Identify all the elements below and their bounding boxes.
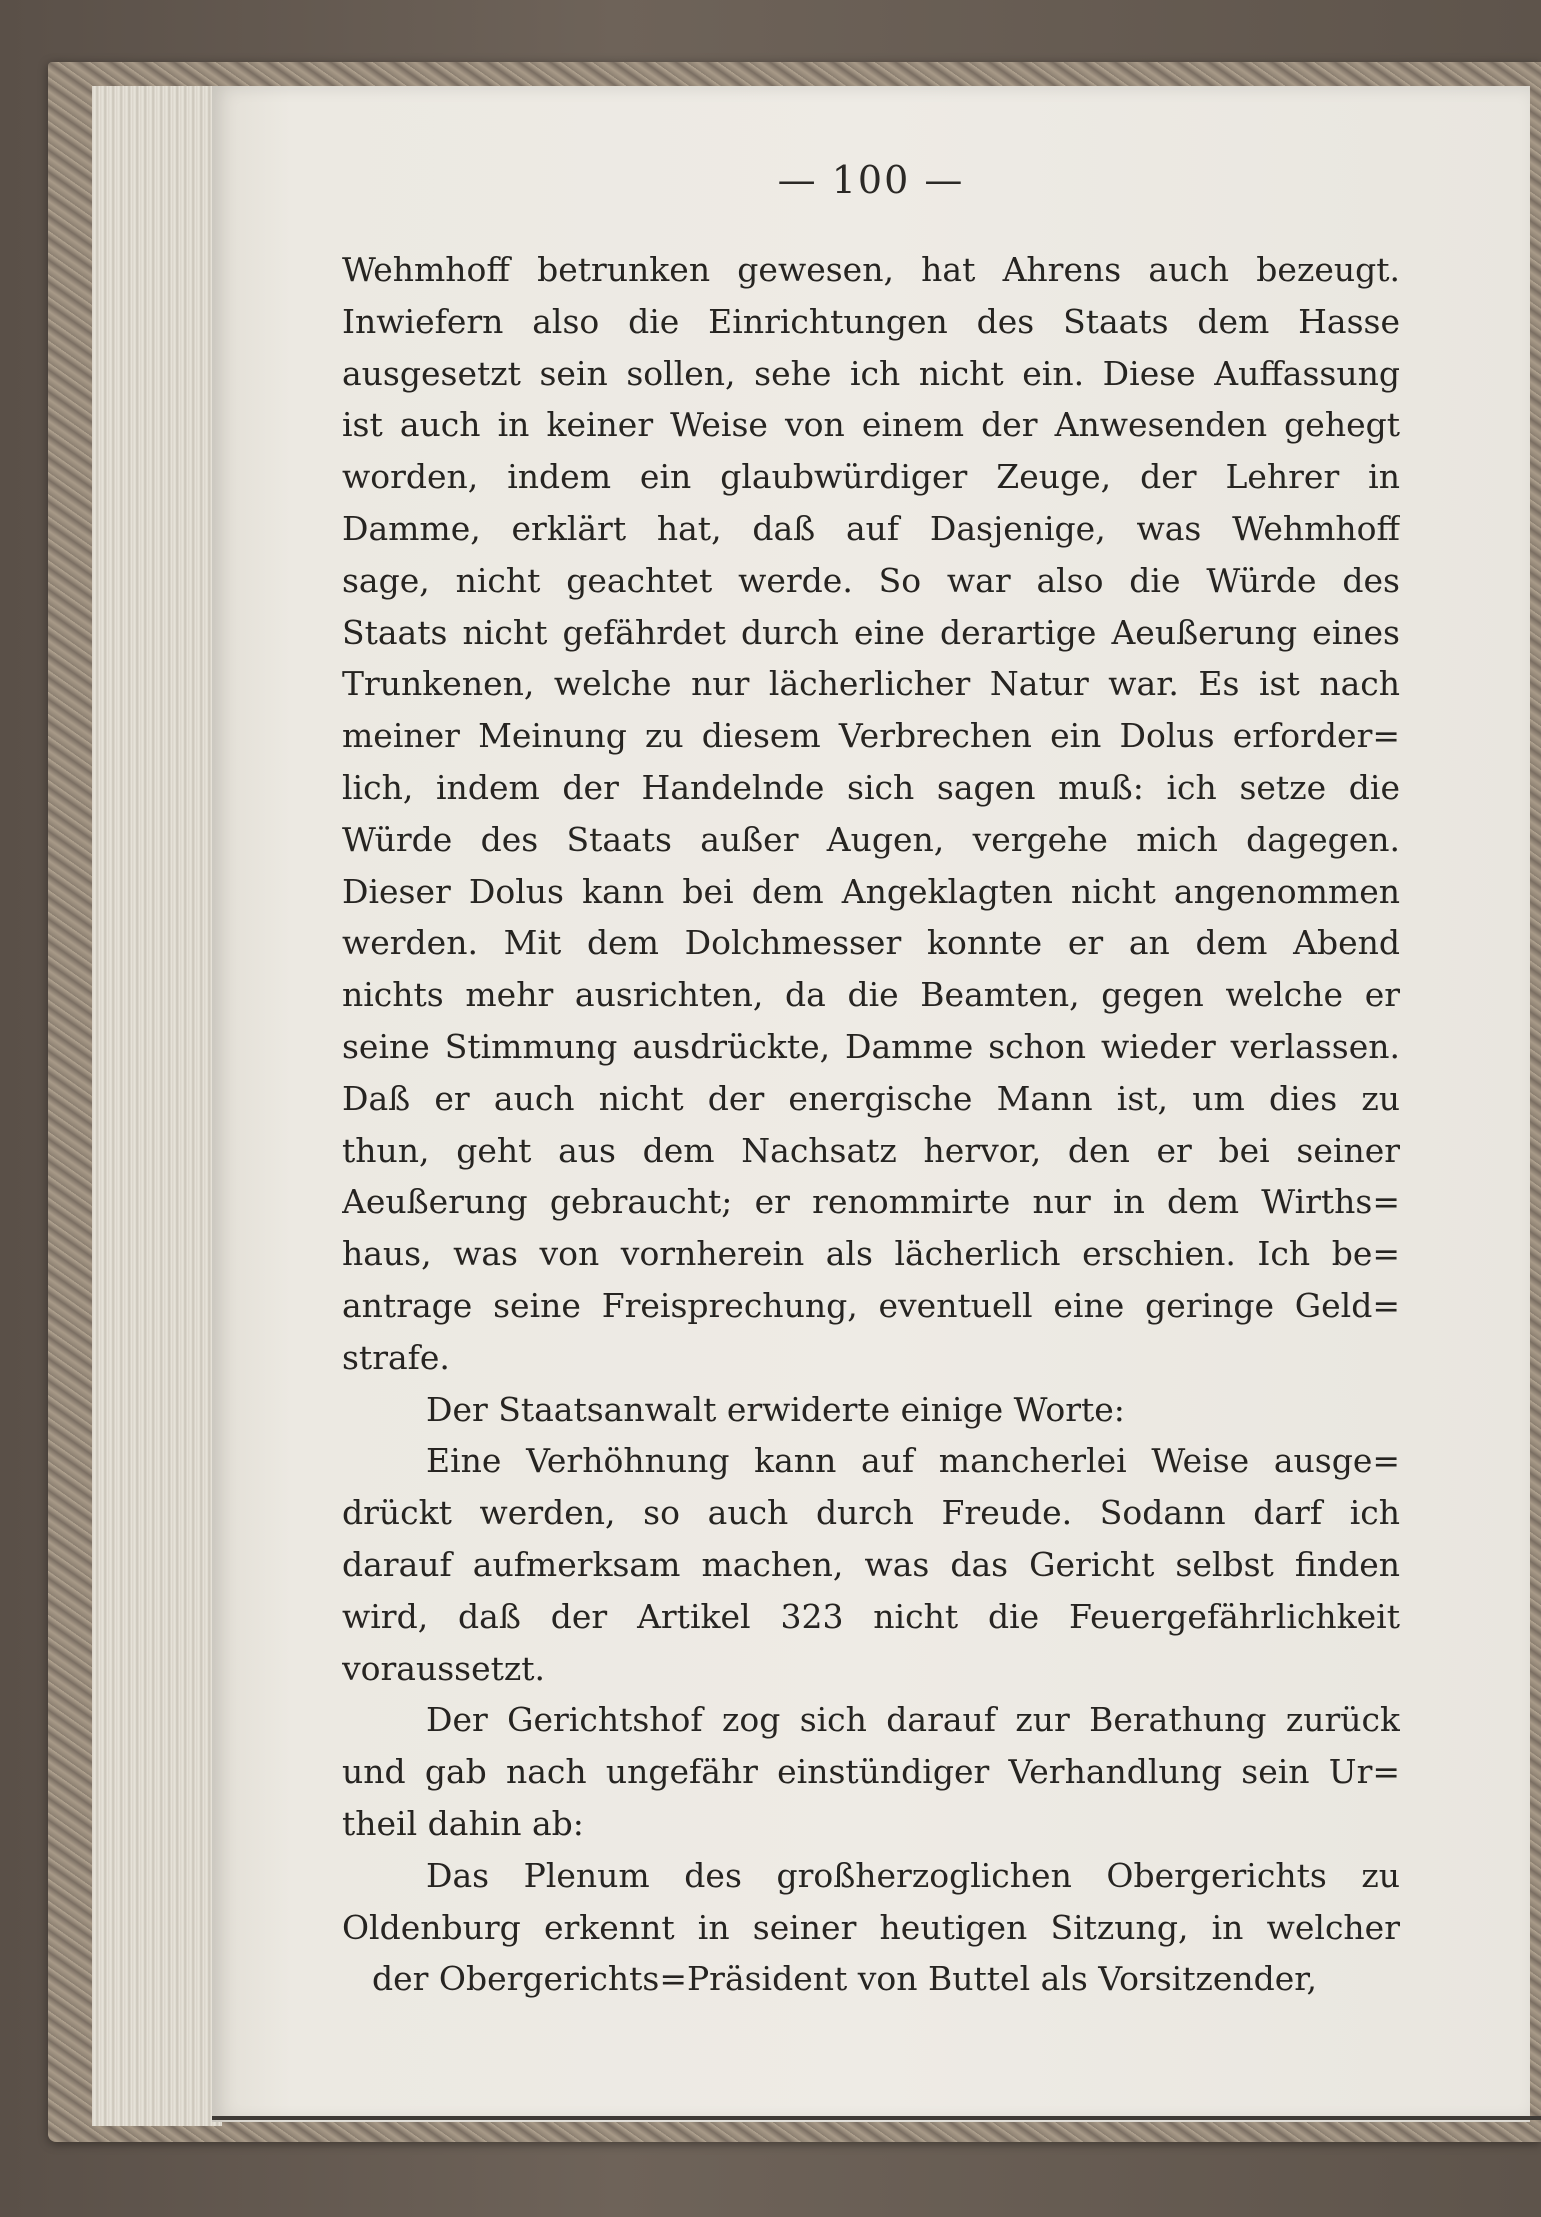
text-line: Inwiefern also die Einrichtungen des Staats dem Hasse (342, 301, 1400, 341)
text-line: Dieser Dolus kann bei dem Angeklagten nicht angenommen (342, 871, 1400, 911)
text-line: worden, indem ein glaubwürdiger Zeuge, der Lehrer in (342, 457, 1400, 497)
page-edges (92, 86, 222, 2126)
text-line: nichts mehr ausrichten, da die Beamten, gegen welche er (342, 975, 1400, 1015)
text-line: theil dahin ab: (342, 1803, 584, 1843)
text-line: voraussetzt. (342, 1648, 546, 1688)
text-line: seine Stimmung ausdrückte, Damme schon wieder verlassen. (342, 1026, 1400, 1066)
text-line: Das Plenum des großherzoglichen Obergerichts zu (426, 1855, 1400, 1895)
text-line: haus, was von vornherein als lächerlich erschien. Ich be= (342, 1234, 1400, 1274)
text-line: thun, geht aus dem Nachsatz hervor, den er bei seiner (342, 1130, 1400, 1170)
text-line: Wehmhoff betrunken gewesen, hat Ahrens auch bezeugt. (342, 250, 1400, 289)
text-line: ist auch in keiner Weise von einem der Anwesenden gehegt (342, 405, 1400, 445)
text-line: werden. Mit dem Dolchmesser konnte er an dem Abend (342, 923, 1400, 963)
text-line: wird, daß der Artikel 323 nicht die Feuergefährlichkeit (342, 1596, 1400, 1636)
text-line: darauf aufmerksam machen, was das Gericht selbst finden (342, 1544, 1400, 1584)
text-line: ausgesetzt sein sollen, sehe ich nicht ein. Diese Auffassung (342, 353, 1400, 393)
text-line: meiner Meinung zu diesem Verbrechen ein Dolus erforder= (342, 716, 1400, 756)
page-bottom-edge (212, 2116, 1541, 2120)
text-line: Damme, erklärt hat, daß auf Dasjenige, was Wehmhoff (342, 508, 1400, 548)
text-line: der Obergerichts=Präsident von Buttel als Vorsitzender, (372, 1959, 1317, 1999)
text-line: Würde des Staats außer Augen, vergehe mich dagegen. (342, 819, 1400, 859)
text-line: drückt werden, so auch durch Freude. Sodann darf ich (342, 1493, 1400, 1533)
page-number: — 100 — (777, 158, 965, 202)
text-line: strafe. (342, 1337, 450, 1377)
text-line: Der Staatsanwalt erwiderte einige Worte: (426, 1389, 1125, 1429)
text-line: und gab nach ungefähr einstündiger Verhandlung sein Ur= (342, 1752, 1400, 1792)
text-line: Aeußerung gebraucht; er renommirte nur in dem Wirths= (342, 1182, 1400, 1222)
text-line: antrage seine Freisprechung, eventuell eine geringe Geld= (342, 1285, 1400, 1325)
text-line: Staats nicht gefährdet durch eine derartige Aeußerung eines (342, 612, 1400, 652)
body-text (342, 244, 1400, 2005)
text-line: Der Gerichtshof zog sich darauf zur Berathung zurück (426, 1700, 1400, 1740)
text-line: Eine Verhöhnung kann auf mancherlei Weise ausge= (426, 1441, 1400, 1481)
text-line: Oldenburg erkennt in seiner heutigen Sitzung, in welcher (342, 1907, 1400, 1947)
text-line: sage, nicht geachtet werde. So war also die Würde des (342, 560, 1400, 600)
text-line: Trunkenen, welche nur lächerlicher Natur war. Es ist nach (342, 664, 1400, 704)
text-line: lich, indem der Handelnde sich sagen muß: ich setze die (342, 767, 1400, 807)
text-line: Daß er auch nicht der energische Mann ist, um dies zu (342, 1078, 1400, 1118)
